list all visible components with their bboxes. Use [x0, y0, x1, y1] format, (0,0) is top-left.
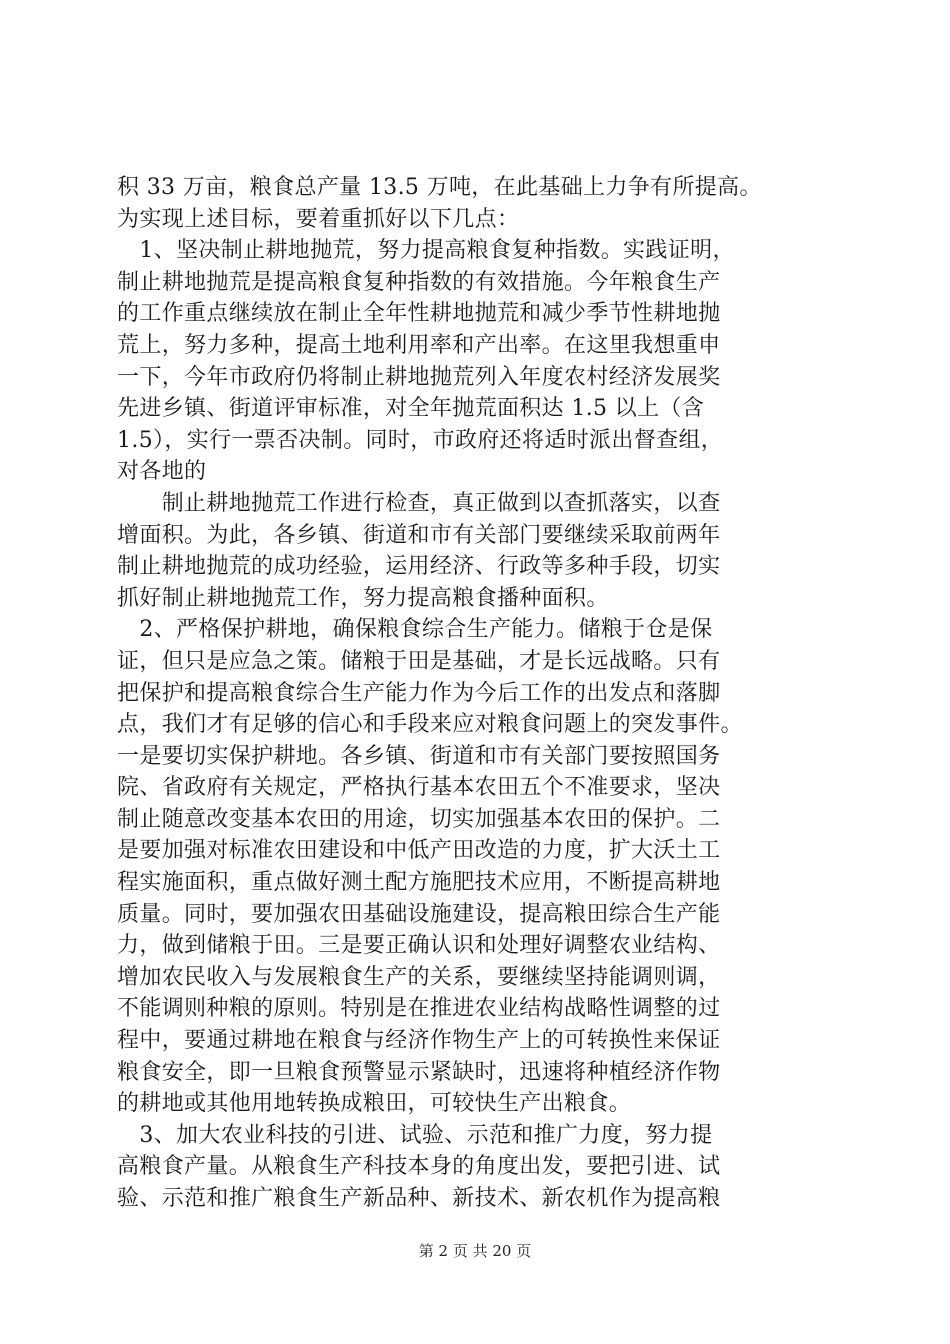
text-line: 增加农民收入与发展粮食生产的关系，要继续坚持能调则调， — [117, 964, 721, 990]
text-line: 荒上，努力多种，提高土地利用率和产出率。在这里我想重申 — [117, 332, 721, 358]
text-line: 把保护和提高粮食综合生产能力作为今后工作的出发点和落脚 — [117, 680, 721, 706]
page-number-footer: 第 2 页 共 20 页 — [418, 1242, 532, 1260]
text-line: 制止耕地抛荒工作进行检查，真正做到以查抓落实，以查 — [117, 490, 721, 516]
body-text — [117, 172, 833, 1215]
text-line: 程实施面积，重点做好测土配方施肥技术应用，不断提高耕地 — [117, 870, 721, 896]
text-line: 增面积。为此，各乡镇、街道和市有关部门要继续采取前两年 — [117, 522, 721, 548]
text-line: 一是要切实保护耕地。各乡镇、街道和市有关部门要按照国务 — [117, 743, 721, 769]
text-line: 不能调则种粮的原则。特别是在推进农业结构战略性调整的过 — [117, 996, 721, 1022]
text-line: 3、加大农业科技的引进、试验、示范和推广力度，努力提 — [117, 1122, 713, 1148]
text-line: 程中，要通过耕地在粮食与经济作物生产上的可转换性来保证 — [117, 1028, 721, 1054]
text-line: 粮食安全，即一旦粮食预警显示紧缺时，迅速将种植经济作物 — [117, 1059, 721, 1085]
text-line: 点，我们才有足够的信心和手段来应对粮食问题上的突发事件。 — [117, 712, 743, 738]
text-line: 验、示范和推广粮食生产新品种、新技术、新农机作为提高粮 — [117, 1186, 721, 1211]
text-line: 1、坚决制止耕地抛荒，努力提高粮食复种指数。实践证明， — [117, 238, 735, 264]
text-line: 制止随意改变基本农田的用途，切实加强基本农田的保护。二 — [117, 806, 721, 832]
text-line: 是要加强对标准农田建设和中低产田改造的力度，扩大沃土工 — [117, 838, 721, 864]
text-line: 为实现上述目标，要着重抓好以下几点： — [117, 206, 520, 232]
text-line: 对各地的 — [117, 459, 207, 485]
text-line: 证，但只是应急之策。储粮于田是基础，才是长远战略。只有 — [117, 648, 721, 674]
text-line: 力，做到储粮于田。三是要正确认识和处理好调整农业结构、 — [117, 933, 721, 959]
text-line: 的耕地或其他用地转换成粮田，可较快生产出粮食。 — [117, 1091, 632, 1117]
text-line: 积 33 万亩，粮食总产量 13.5 万吨，在此基础上力争有所提高。 — [117, 175, 762, 200]
text-line: 先进乡镇、街道评审标准，对全年抛荒面积达 1.5 以上（含 — [117, 396, 705, 422]
text-line: 抓好制止耕地抛荒工作，努力提高粮食播种面积。 — [117, 585, 609, 611]
text-line: 的工作重点继续放在制止全年性耕地抛荒和减少季节性耕地抛 — [117, 301, 721, 327]
text-line: 高粮食产量。从粮食生产科技本身的角度出发，要把引进、试 — [117, 1154, 721, 1180]
text-line: 制止耕地抛荒的成功经验，运用经济、行政等多种手段，切实 — [117, 554, 721, 580]
text-line: 1.5），实行一票否决制。同时，市政府还将适时派出督查组， — [117, 427, 724, 453]
text-line: 一下，今年市政府仍将制止耕地抛荒列入年度农村经济发展奖 — [117, 364, 721, 390]
text-line: 质量。同时，要加强农田基础设施建设，提高粮田综合生产能 — [117, 901, 721, 927]
text-line: 院、省政府有关规定，严格执行基本农田五个不准要求，坚决 — [117, 775, 721, 801]
text-line: 2、严格保护耕地，确保粮食综合生产能力。储粮于仓是保 — [117, 617, 713, 643]
text-line: 制止耕地抛荒是提高粮食复种指数的有效措施。今年粮食生产 — [117, 269, 721, 295]
